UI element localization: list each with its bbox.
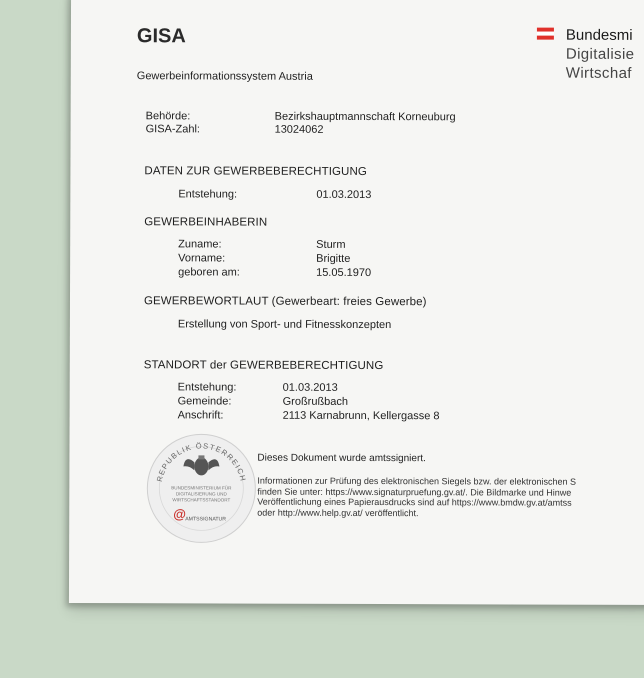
- section-heading-wortlaut: GEWERBEWORTLAUT (Gewerbeart: freies Gewerbe): [143, 295, 427, 309]
- document-page: [69, 0, 644, 605]
- gemeinde-value: Großrußbach: [282, 395, 349, 408]
- zuname-label: Zuname:: [178, 238, 222, 251]
- standort-entstehung-value: 01.03.2013: [282, 381, 338, 394]
- section-heading-standort: STANDORT der GEWERBEBERECHTIGUNG: [143, 359, 384, 373]
- system-subtitle: Gewerbeinformationssystem Austria: [136, 70, 313, 83]
- eagle-body: [194, 457, 208, 475]
- seal-line-1: BUNDESMINISTERIUM FÜR: [171, 485, 232, 491]
- standort-entstehung-label: Entstehung:: [177, 381, 237, 394]
- eagle-crown: [198, 455, 204, 459]
- seal-bottom-text: AMTSSIGNATUR: [185, 516, 227, 523]
- gemeinde-label: Gemeinde:: [177, 395, 232, 408]
- zuname-value: Sturm: [316, 238, 346, 251]
- authority-label: Behörde:: [145, 110, 191, 123]
- authority-value: Bezirkshauptmannschaft Korneuburg: [274, 110, 456, 124]
- anschrift-value: 2113 Karnabrunn, Kellergasse 8: [282, 409, 440, 423]
- gisa-number-label: GISA-Zahl:: [145, 123, 201, 136]
- signature-info-line-4: oder http://www.help.gv.at/ veröffentlicht.: [257, 507, 419, 518]
- anschrift-label: Anschrift:: [177, 409, 224, 422]
- ministry-line-2: Digitalisie: [565, 45, 635, 63]
- section-heading-inhaberin: GEWERBEINHABERIN: [144, 216, 268, 229]
- ministry-name: [566, 26, 635, 83]
- signature-info-line-3: Veröffentlichung eines Papierausdrucks sind auf https://www.bmdw.gv.at/amtss: [257, 496, 572, 508]
- ministry-line-3: Wirtschaf: [565, 64, 632, 82]
- gewerbe-text: Erstellung von Sport- und Fitnesskonzepten: [177, 318, 392, 332]
- amtssignatur-seal-icon: [145, 432, 257, 544]
- entstehung-label: Entstehung:: [178, 188, 238, 201]
- seal-line-3: WIRTSCHAFTSSTANDORT: [172, 497, 231, 503]
- seal-ring-text: REPUBLIK ÖSTERREICH: [154, 441, 248, 483]
- vorname-value: Brigitte: [316, 252, 351, 265]
- section-heading-daten: DATEN ZUR GEWERBEBERECHTIGUNG: [144, 165, 367, 178]
- signature-info-line-1: Informationen zur Prüfung des elektronischen Siegels bzw. der elektronischen S: [257, 475, 577, 487]
- vorname-label: Vorname:: [178, 252, 226, 265]
- at-sign-icon: @: [173, 506, 186, 522]
- geboren-value: 15.05.1970: [316, 266, 372, 280]
- seal-line-2: DIGITALISIERUNG UND: [175, 491, 227, 497]
- ministry-line-1: Bundesmi: [565, 26, 633, 44]
- entstehung-value: 01.03.2013: [316, 188, 372, 202]
- signed-note: Dieses Dokument wurde amtssigniert.: [257, 452, 426, 465]
- signature-info-line-2: finden Sie unter: https://www.signaturpruefung.gv.at/. Die Bildmarke und Hinwe: [257, 486, 572, 498]
- austria-flag-icon: [537, 28, 554, 40]
- gisa-logo: GISA: [136, 25, 186, 48]
- flag-stripe-bottom: [537, 36, 554, 40]
- gisa-number-value: 13024062: [274, 123, 324, 136]
- signature-info: [257, 476, 576, 519]
- geboren-label: geboren am:: [178, 266, 240, 279]
